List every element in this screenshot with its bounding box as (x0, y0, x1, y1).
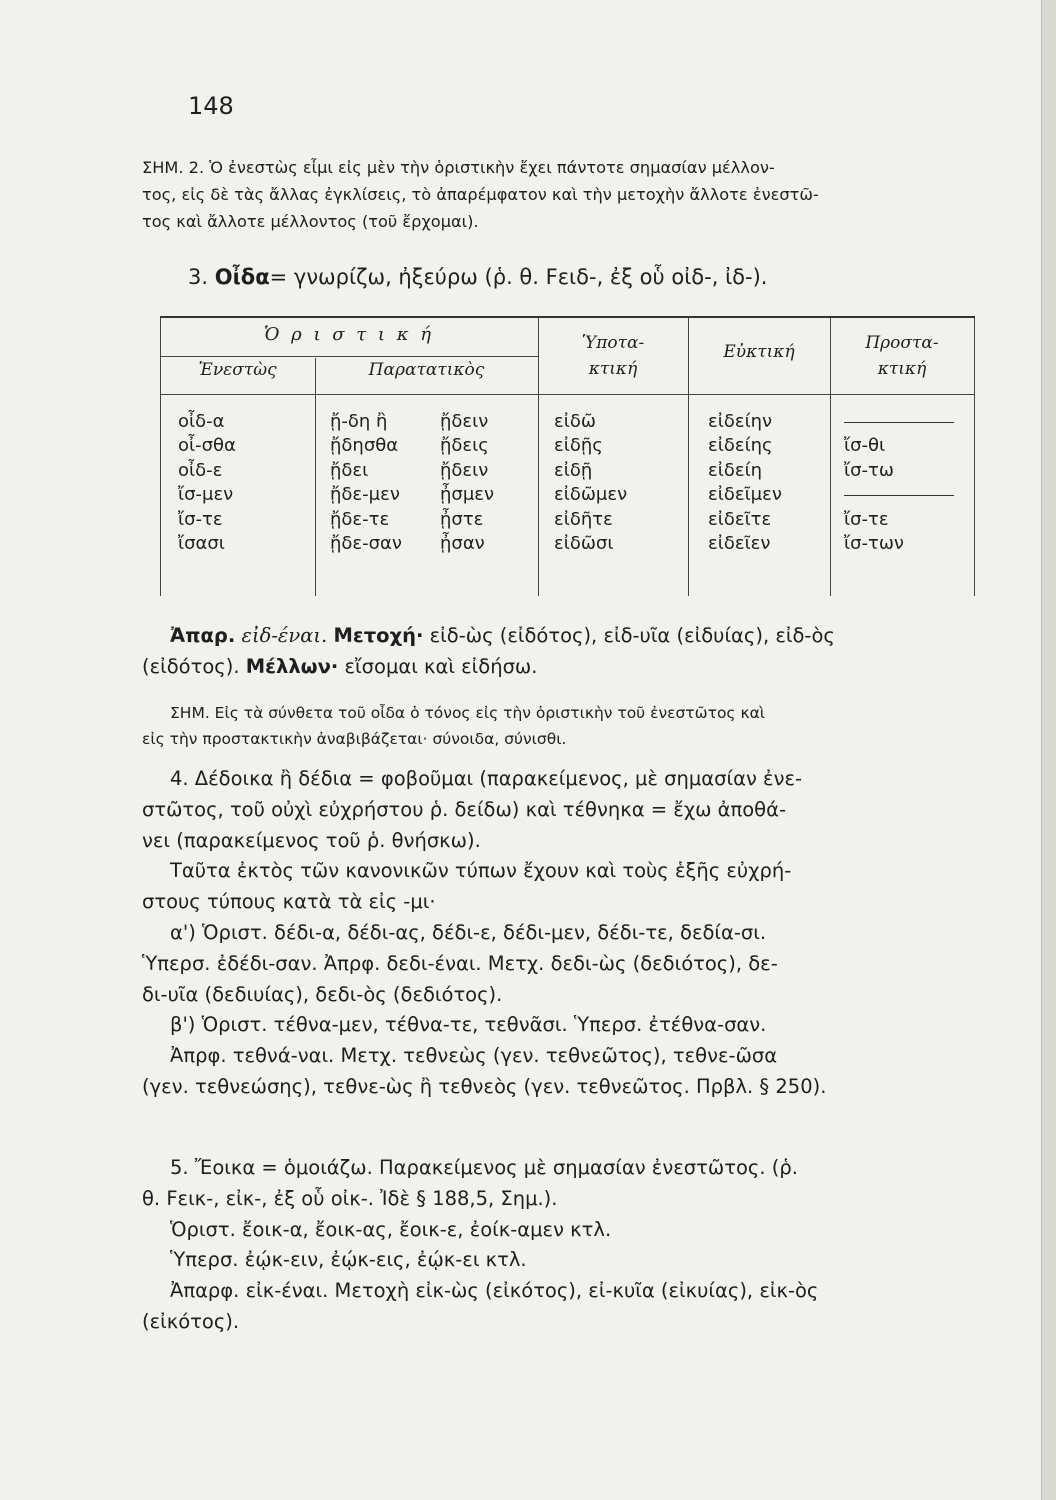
table-cell: ᾔδεις (440, 435, 489, 457)
table-cell: οἶδ-α (178, 411, 225, 432)
section-5-line-3: Ὁριστ. ἔοικ-α, ἔοικ-ας, ἔοικ-ε, ἐοίκ-αμεν κτλ. (170, 1217, 612, 1241)
table-cell: εἰδείης (708, 435, 773, 457)
header-ypotaktiki-2: κτική (588, 359, 638, 379)
table-cell: εἰδῶσι (554, 533, 614, 555)
mellon-label: Μέλλων· (245, 655, 339, 678)
table-cell: ἴσ-τε (178, 508, 223, 530)
table-cell: ᾖστε (440, 508, 484, 530)
table-header-rule (160, 394, 975, 395)
column-euktiki (708, 410, 782, 556)
section-4-b-3: (γεν. τεθνεώσης), τεθνε-ὼς ἢ τεθνεὸς (γεν. τεθνεῶτος. Πρβλ. § 250). (142, 1074, 827, 1098)
table-cell: εἰδῶ (554, 411, 596, 432)
section-5-line-1: 5. Ἔοικα = ὁμοιάζω. Παρακείμενος μὲ σημασίαν ἐνεστῶτος. (ῥ. (170, 1156, 798, 1179)
metochi-label: Μετοχή· (333, 624, 424, 647)
section-3-heading (188, 262, 968, 293)
table-cell: εἰδείη (708, 459, 763, 481)
section-5-line-6: (εἰκότος). (142, 1309, 240, 1333)
table-top-rule (160, 316, 975, 318)
note-2 (142, 700, 982, 752)
header-prostaktiki (830, 330, 974, 382)
column-enestos (178, 410, 236, 556)
section-3-head: Οἶδα (214, 265, 270, 289)
section-3-rest: = γνωρίζω, ἠξεύρω (ῥ. θ. Ϝειδ-, ἐξ οὗ οἰδ-, ἰδ-). (269, 265, 768, 289)
apar-label: Ἀπαρ. (170, 624, 236, 647)
section-4-line-2: στῶτος, τοῦ οὐχὶ εὐχρήστου ῥ. δείδω) καὶ τέθνηκα = ἔχω ἀποθά- (142, 797, 786, 821)
table-cell: ἴσ-θι (844, 435, 886, 457)
header-oristiki: Ὁ ρ ι σ τ ι κ ή (263, 324, 435, 345)
table-cell: οἶδ-ε (178, 459, 223, 481)
table-cell: ᾔ-δη ἢ (330, 411, 388, 432)
table-cell: εἰδῆτε (554, 508, 613, 530)
metochi-forms: εἰδ-ὼς (εἰδότος), εἰδ-υῖα (εἰδυίας), εἰδ-ὸς (429, 624, 835, 647)
table-divider-1 (315, 358, 316, 596)
note-1 (142, 154, 982, 235)
empty-dash (844, 422, 954, 423)
column-paratatikos-a (330, 410, 402, 556)
table-cell: ἴσ-τε (844, 508, 889, 530)
header-prostaktiki-2: κτική (877, 359, 927, 379)
table-cell-empty (844, 483, 954, 507)
section-4-a-1: α') Ὁριστ. δέδι-α, δέδι-ας, δέδι-ε, δέδι-μεν, δέδι-τε, δεδία-σι. (170, 920, 767, 944)
header-euktiki: Εὐκτική (723, 342, 795, 362)
table-cell: ἴσ-μεν (178, 484, 234, 506)
section-5-line-5: Ἀπαρφ. εἰκ-έναι. Μετοχὴ εἰκ-ὼς (εἰκότος), εἰ-κυῖα (εἰκυίας), εἰκ-ὸς (170, 1279, 819, 1303)
table-subheader-rule (160, 356, 538, 357)
header-prostaktiki-1: Προστα- (865, 333, 939, 353)
table-cell: ᾖσαν (440, 533, 485, 555)
table-cell: ᾔδειν (440, 459, 489, 481)
table-cell: ᾔδειν (440, 411, 489, 432)
table-cell: ᾖσμεν (440, 484, 495, 506)
section-4-line-5: στους τύπους κατὰ τὰ εἰς -μι· (142, 890, 436, 914)
page-number: 148 (188, 92, 234, 120)
table-cell: ᾔδησθα (330, 435, 399, 457)
section-4-line-3: νει (παρακείμενος τοῦ ῥ. θνήσκω). (142, 828, 481, 852)
section-4-b-2: Ἀπρφ. τεθνά-ναι. Μετχ. τεθνεὼς (γεν. τεθνεῶτος), τεθνε-ῶσα (170, 1044, 778, 1068)
note-1-line-2: τος, εἰς δὲ τὰς ἄλλας ἐγκλίσεις, τὸ ἀπαρέμφατον καὶ τὴν μετοχὴν ἄλλοτε ἐνεστῶ- (142, 185, 819, 204)
table-cell: ᾔδε-τε (330, 508, 390, 530)
empty-dash (844, 495, 954, 496)
table-cell: ᾔδε-σαν (330, 533, 402, 555)
header-paratatikos: Παρατατικὸς (368, 360, 485, 380)
table-cell: ἴσασι (178, 533, 225, 555)
mellon-forms: εἴσομαι καὶ εἰδήσω. (344, 655, 538, 678)
apar-form: εἰδ-έναι. (241, 624, 328, 647)
column-paratatikos-b (440, 410, 494, 556)
note-1-line-1: ΣΗΜ. 2. Ὁ ἐνεστὼς εἶμι εἰς μὲν τὴν ὁριστικὴν ἔχει πάντοτε σημασίαν μέλλον- (142, 158, 775, 177)
table-cell: εἰδῇς (554, 435, 603, 457)
column-prostaktiki (844, 410, 954, 556)
section-4-line-4: Ταῦτα ἐκτὸς τῶν κανονικῶν τύπων ἔχουν καὶ τοὺς ἑξῆς εὐχρή- (170, 859, 792, 883)
note-2-line-2: εἰς τὴν προστακτικὴν ἀναβιβάζεται· σύνοιδα, σύνισθι. (142, 730, 567, 748)
column-ypotaktiki (554, 410, 627, 556)
table-cell: ἴσ-των (844, 533, 904, 554)
table-cell: εἰδεῖτε (708, 508, 772, 530)
table-cell: εἰδείην (708, 411, 773, 432)
table-cell-empty (844, 410, 954, 434)
note-2-line-1: ΣΗΜ. Εἰς τὰ σύνθετα τοῦ οἶδα ὁ τόνος εἰς τὴν ὁριστικὴν τοῦ ἐνεστῶτος καὶ (170, 704, 766, 722)
header-ypotaktiki (538, 330, 688, 382)
table-cell: εἰδῶμεν (554, 484, 628, 506)
table-cell: εἰδεῖμεν (708, 484, 782, 506)
section-5 (142, 1153, 982, 1338)
table-cell: οἶ-σθα (178, 435, 236, 457)
header-ypotaktiki-1: Ὑποτα- (581, 333, 645, 353)
section-4-a-3: δι-υῖα (δεδιυίας), δεδι-ὸς (δεδιότος). (142, 982, 503, 1006)
section-5-line-4: Ὑπερσ. ἐῴκ-ειν, ἐῴκ-εις, ἐῴκ-ει κτλ. (170, 1248, 527, 1272)
table-right-border (974, 318, 975, 596)
table-cell: ᾔδει (330, 459, 369, 481)
section-5-line-2: θ. Ϝεικ-, εἰκ-, ἐξ οὗ οἰκ-. Ἰδὲ § 188,5, Σημ.). (142, 1186, 558, 1210)
table-cell: εἰδεῖεν (708, 533, 771, 555)
section-4-line-1: 4. Δέδοικα ἢ δέδια = φοβοῦμαι (παρακείμενος, μὲ σημασίαν ἐνε- (170, 767, 803, 790)
table-cell: ἴσ-τω (844, 459, 894, 481)
page-edge (1042, 0, 1056, 1500)
note-1-line-3: τος καὶ ἄλλοτε μέλλοντος (τοῦ ἔρχομαι). (142, 212, 479, 231)
page-edge-line (1041, 0, 1042, 1500)
section-3-number: 3. (188, 265, 209, 289)
apar-block (142, 620, 982, 682)
header-enestos: Ἐνεστὼς (198, 360, 277, 380)
apar-line-2-start: (εἰδότος). (142, 655, 240, 678)
table-cell: ᾔδε-μεν (330, 484, 400, 506)
section-4-b-1: β') Ὁριστ. τέθνα-μεν, τέθνα-τε, τεθνᾶσι. Ὑπερσ. ἐτέθνα-σαν. (170, 1013, 767, 1037)
section-4-a-2: Ὑπερσ. ἐδέδι-σαν. Ἀπρφ. δεδι-έναι. Μετχ. δεδι-ὼς (δεδιότος), δε- (142, 951, 778, 975)
table-cell: εἰδῇ (554, 459, 593, 481)
section-4 (142, 764, 982, 1103)
